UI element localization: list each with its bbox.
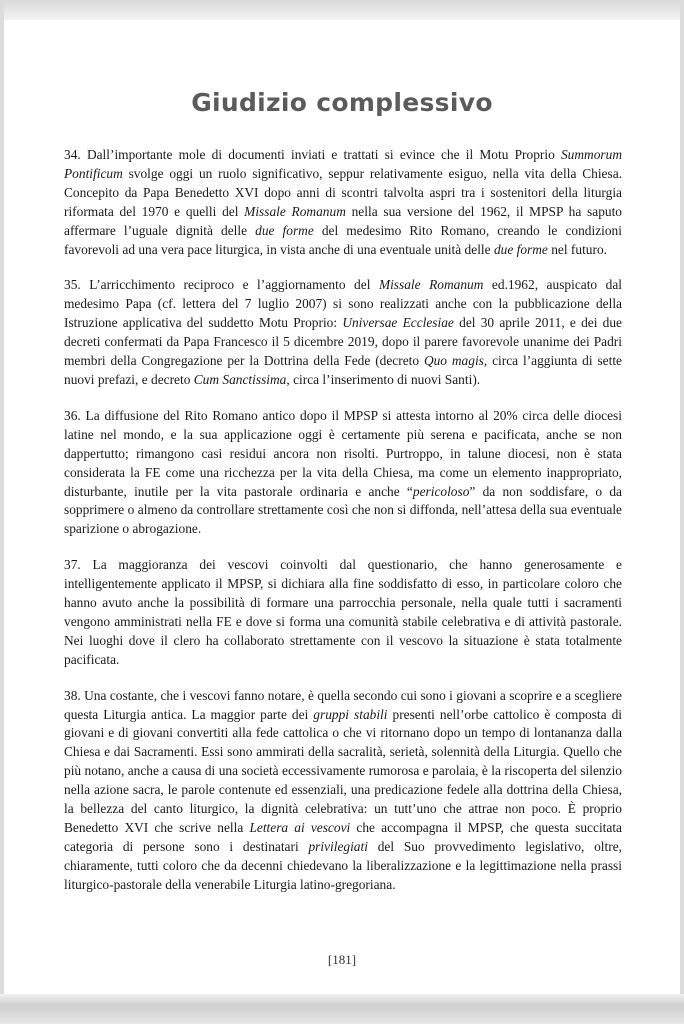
paragraph-35 [64,276,622,389]
document-body [64,146,622,912]
page-right-edge [680,0,684,1024]
text-run: 36. La diffusione del Rito Romano antico dopo il MPSP si attesta intorno al 20% circa delle diocesi latine nel mondo, e la sua applicazione oggi è certamente più serena e pacificata, anche se non dappertutto; rimangono casi residui ancora non risolti. Purtroppo, in talune diocesi, non è stata considerata la FE come una ricchezza per la vita della Chiesa, ma come un elemento inappropriato, disturbante, inutile per la vita pastorale ordinaria e anche “ [64,407,622,499]
italic-run: Lettera ai vescovi [249,820,351,835]
paragraph-34 [64,146,622,259]
page-left-edge [0,0,4,1024]
text-run: ed.1962, auspicato dal medesimo Papa (cf. lettera del 7 luglio 2007) si sono realizzati anche con la pubblicazione della Istruzione applicativa del suddetto Motu Proprio: [64,277,622,331]
italic-run: due forme [493,241,548,257]
text-run: 34. Dall’importante mole di documenti inviati e trattati si evince che il Motu Proprio [64,147,561,162]
text-run: nel futuro. [547,241,608,257]
page-top-edge [0,0,684,20]
text-run: presenti nell’orbe cattolico è composta di giovani e di giovani convertiti alla fede cattolica o che vi ritornano dopo un tempo di lontananza dalla Chiesa e dai Sacramenti. Essi sono ammirati della sacralità, serietà, solennità della Liturgia. Quello che più notano, anche a causa di una società eccessivamente rumorosa e parolaia, è la riscoperta del silenzio nella azione sacra, le parole contenute ed essenziali, una predicazione fedele alla dottrina della Chiesa, la bellezza del canto liturgico, la dignità celebrativa: un tutt’uno che attrae non poco. È proprio Benedetto XVI che scrive nella [64,706,623,835]
page-bottom-edge [0,994,684,1024]
paragraph-37 [64,556,622,669]
text-run: del 30 aprile 2011, e dei due decreti confermati da Papa Francesco il 5 dicembre 2019, dopo il parere favorevole unanime dei Padri membri della Congregazione per la Dottrina della Fede (decreto [64,315,623,369]
text-run: 38. Una costante, che i vescovi fanno notare, è quella secondo cui sono i giovani a scoprire e a scegliere questa Liturgia antica. La maggior parte dei [64,687,622,722]
paragraph-38 [64,687,622,895]
paragraph-36 [64,407,622,539]
italic-run: pericoloso [412,483,470,499]
text-run: nella sua versione del 1962, il MPSP ha saputo affermare l’uguale dignità delle [64,203,622,238]
italic-run: Summorum Pontificum [64,147,622,181]
italic-run: Missale Romanum [378,277,484,293]
text-run: del medesimo Rito Romano, creando le condizioni favorevoli ad una vera pace liturgica, in vista anche di una eventuale unità delle [64,222,622,257]
text-run: ” da non soddisfare, o da sopprimere o almeno da controllare strettamente così che non si diffonda, nell’attesa della sua eventuale sparizione o abrogazione. [64,483,623,537]
italic-run: due forme [255,222,314,238]
italic-run: Cum Sanctissima [193,371,287,387]
text-run: , circa l’inserimento di nuovi Santi). [286,371,481,387]
italic-run: Universae Ecclesiae [342,315,454,331]
text-run: del Suo provvedimento legislativo, oltre, chiaramente, tutti coloro che da decenni chiedevano la liberalizzazione e la legittimazione nella prassi liturgico-pastorale della venerabile Liturgia latino-gregoriana. [64,838,623,892]
italic-run: Quo magis [423,353,484,369]
text-run: , circa l’aggiunta di sette nuovi prefazi, e decreto [64,353,622,387]
italic-run: gruppi stabili [313,706,388,722]
text-run: 35. L’arricchimento reciproco e l’aggiornamento del [64,277,379,293]
text-run: svolge oggi un ruolo significativo, seppur relativamente esiguo, nella vita della Chiesa. Concepito da Papa Benedetto XVI dopo anni di scontri talvolta aspri tra i sostenitori della liturgia riformata del 1970 e quelli del [64,165,622,219]
text-run: che accompagna il MPSP, che questa succitata categoria di persone sono i destinatari [64,820,622,854]
italic-run: privilegiati [308,838,368,854]
italic-run: Missale Romanum [244,203,346,219]
page-number: [181] [327,952,357,967]
page-title: Giudizio complessivo [191,88,493,117]
text-run: 37. La maggioranza dei vescovi coinvolti dal questionario, che hanno generosamente e intelligentemente applicato il MPSP, si dichiara alla fine soddisfatto di esso, in particolare coloro che hanno avuto anche la possibilità di formare una parrocchia personale, nella quale tutti i sacramenti vengono amministrati nella FE e dove si forma una comunità stabile celebrativa e di attività pastorale. Nei luoghi dove il clero ha collaborato strettamente con il vescovo la situazione è stata totalmente pacificata. [64,557,622,667]
